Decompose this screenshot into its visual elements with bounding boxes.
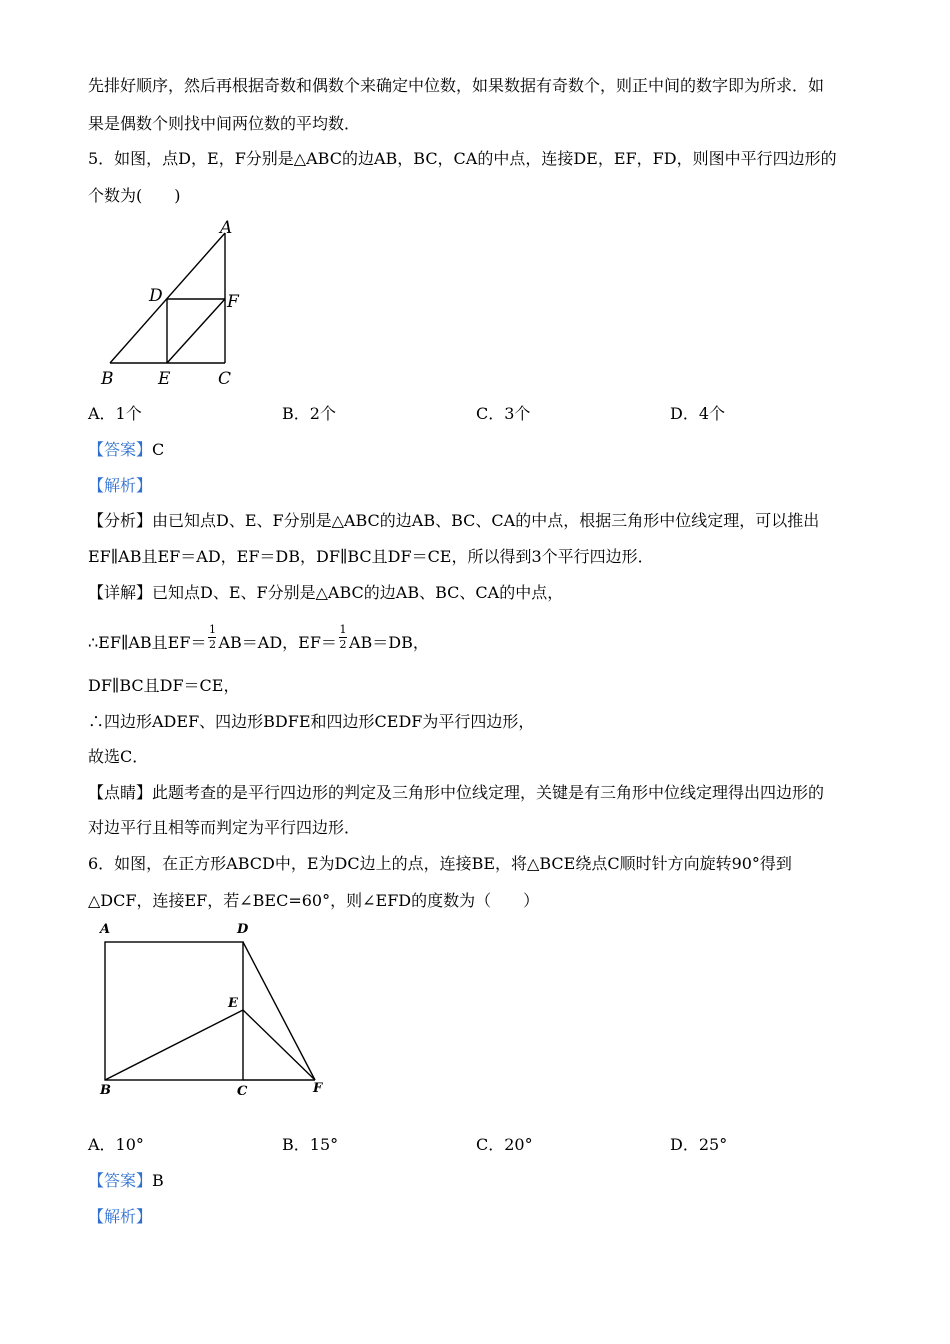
q5-detail-line-1: [88, 583, 563, 603]
q5-detail-line-5: 故选C．: [88, 747, 149, 766]
q5-dianjing-line-1: [88, 783, 824, 803]
q6-stem-line-2: △DCF，连接EF，若∠BEC=60°，则∠EFD的度数为（ ）: [88, 891, 540, 910]
q6-square-figure: [95, 918, 335, 1103]
q5-detail-2b: AB＝AD，EF＝: [218, 633, 337, 652]
q5-label-a: A: [220, 218, 233, 238]
q5-analysis-line: [88, 476, 152, 496]
q6-answer-value: B: [152, 1171, 164, 1190]
q5-option-c: C．3个: [476, 404, 531, 423]
q6-analysis-tag: 【解析】: [88, 1207, 153, 1226]
q5-dianjing-line-2: 对边平行且相等而判定为平行四边形．: [88, 818, 361, 837]
q5-label-d: D: [149, 286, 163, 306]
q5-fenxi-line-1: [88, 511, 819, 531]
q5-segment-ef: [167, 299, 225, 363]
q6-option-d: D．25°: [670, 1135, 728, 1154]
q5-frac-num-1: 1: [208, 623, 216, 636]
q5-fenxi-line-2: EF∥AB且EF＝AD，EF＝DB，DF∥BC且DF＝CE，所以得到3个平行四边形．: [88, 547, 654, 566]
q5-detail-text-1: 已知点D、E、F分别是△ABC的边AB、BC、CA的中点，: [152, 583, 564, 602]
intro-line-2: 果是偶数个则找中间两位数的平均数．: [88, 114, 361, 133]
q6-label-f: F: [313, 1081, 323, 1096]
q6-label-e: E: [228, 996, 238, 1011]
q5-option-d: D．4个: [670, 404, 726, 423]
q5-label-f: F: [227, 292, 239, 312]
q5-fenxi-tag: 【分析】: [88, 511, 153, 530]
q6-segment-df: [243, 942, 315, 1080]
q6-option-c: C．20°: [476, 1135, 533, 1154]
q5-label-e: E: [158, 369, 171, 389]
q5-option-b: B．2个: [282, 404, 336, 423]
q6-analysis-line: [88, 1207, 152, 1227]
q5-dianjing-text-1: 此题考查的是平行四边形的判定及三角形中位线定理，关键是有三角形中位线定理得出四边形的: [152, 783, 825, 802]
q5-answer-tag: 【答案】: [88, 440, 153, 459]
q6-option-b: B．15°: [282, 1135, 339, 1154]
q5-frac-den-2: 2: [339, 638, 347, 651]
q5-detail-line-3: DF∥BC且DF＝CE，: [88, 676, 240, 695]
q6-label-c: C: [237, 1084, 248, 1099]
q5-answer-line: [88, 440, 164, 460]
q6-label-a: A: [100, 922, 111, 937]
q6-segment-ef: [243, 1010, 315, 1080]
q5-detail-line-2: [88, 623, 429, 657]
q5-option-a: A．1个: [88, 404, 142, 423]
q6-segment-be: [105, 1010, 243, 1080]
q5-detail-tag: 【详解】: [88, 583, 153, 602]
q5-detail-2a: ∴EF∥AB且EF＝: [88, 633, 207, 652]
q5-analysis-tag: 【解析】: [88, 476, 153, 495]
q5-dianjing-tag: 【点睛】: [88, 783, 153, 802]
q5-detail-line-4: ∴四边形ADEF、四边形BDFE和四边形CEDF为平行四边形，: [88, 712, 535, 731]
q5-fraction-half-1: [208, 624, 216, 651]
q5-fraction-half-2: [339, 624, 347, 651]
q5-frac-den-1: 2: [208, 638, 216, 651]
q6-option-a: A．10°: [88, 1135, 144, 1154]
q6-square-abcd: [105, 942, 243, 1080]
q5-detail-2c: AB＝DB，: [348, 633, 429, 652]
q5-stem-line-1: 5．如图，点D，E，F分别是△ABC的边AB，BC，CA的中点，连接DE，EF，FD，则图中平行四边形的: [88, 149, 837, 168]
q6-stem-line-1: 6．如图，在正方形ABCD中，E为DC边上的点，连接BE，将△BCE绕点C顺时针方向旋转90°得到: [88, 854, 792, 873]
q5-stem-line-2: 个数为( ): [88, 186, 181, 205]
q6-answer-tag: 【答案】: [88, 1171, 153, 1190]
q5-frac-num-2: 1: [339, 623, 347, 636]
q5-label-b: B: [101, 369, 114, 389]
q6-label-b: B: [100, 1083, 111, 1098]
q5-fenxi-text-1: 由已知点D、E、F分别是△ABC的边AB、BC、CA的中点，根据三角形中位线定理，可以推出: [152, 511, 820, 530]
q5-triangle-figure: [95, 215, 255, 390]
q5-answer-value: C: [152, 440, 165, 459]
intro-line-1: 先排好顺序，然后再根据奇数和偶数个来确定中位数，如果数据有奇数个，则正中间的数字即为所求．如: [88, 76, 825, 95]
q6-answer-line: [88, 1171, 164, 1191]
q6-label-d: D: [237, 922, 249, 937]
q5-label-c: C: [218, 369, 232, 389]
